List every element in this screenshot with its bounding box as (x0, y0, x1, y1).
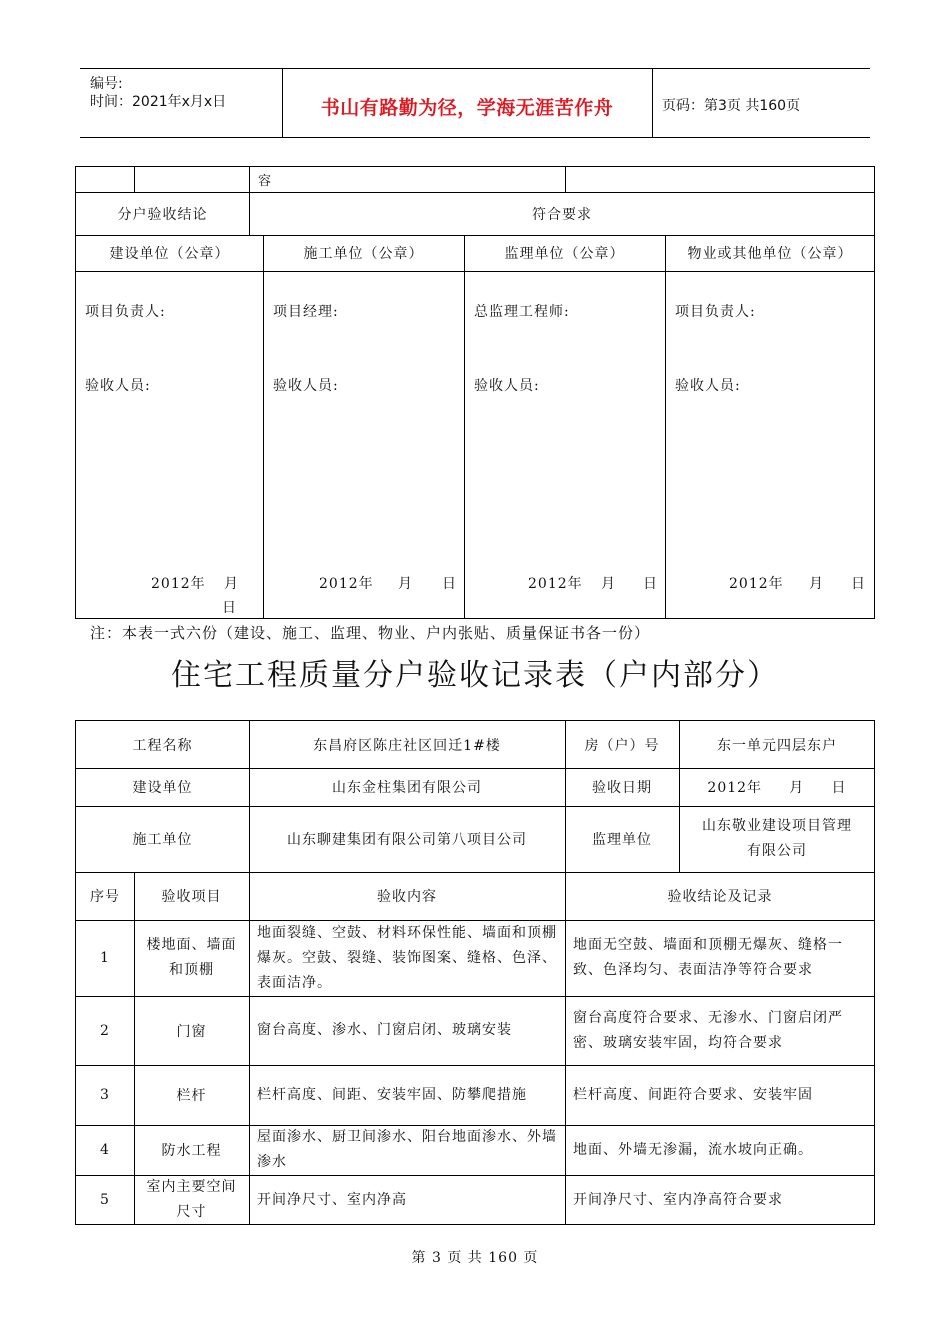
row-result: 开间净尺寸、室内净高符合要求 (573, 1191, 783, 1208)
row-content: 开间净尺寸、室内净高 (257, 1191, 407, 1208)
row-content: 栏杆高度、间距、安装牢固、防攀爬措施 (257, 1086, 527, 1103)
row-item: 楼地面、墙面和顶棚 (146, 937, 237, 978)
date-month: 月 (809, 576, 824, 592)
time-label: 时间：2021年x月x日 (90, 94, 227, 110)
project-name-label: 工程名称 (132, 737, 193, 754)
row-content: 屋面渗水、厨卫间渗水、阳台地面渗水、外墙渗水 (257, 1129, 557, 1170)
supervisor-label: 监理单位 (592, 832, 652, 848)
house-no-value: 东一单元四层东户 (717, 737, 837, 754)
signer-role: 项目负责人: (675, 304, 756, 320)
col-divider (134, 167, 135, 192)
row-result: 地面无空鼓、墙面和顶棚无爆灰、缝格一致、色泽均匀、表面洁净等符合要求 (573, 937, 843, 978)
row-result: 地面、外墙无渗漏，流水坡向正确。 (573, 1141, 813, 1158)
table-note: 注：本表一式六份（建设、施工、监理、物业、户内张贴、质量保证书各一份） (90, 624, 651, 642)
header-motto-cell (282, 69, 653, 137)
date-day: 日 (222, 600, 237, 616)
date-year: 2012年 (151, 576, 206, 592)
acceptor-label: 验收人员: (273, 378, 339, 394)
unit-name-contractor: 施工单位（公章） (303, 246, 424, 262)
row-item: 栏杆 (176, 1088, 207, 1104)
header-left-cell (80, 69, 283, 137)
date-day: 日 (442, 576, 457, 592)
date-day: 日 (643, 576, 658, 592)
conclusion-value: 符合要求 (532, 206, 592, 223)
page-number-label: 页码：第3页 共160页 (662, 98, 801, 114)
supervisor-value: 山东敬业建设项目管理有限公司 (702, 818, 852, 859)
row-no: 2 (100, 1022, 110, 1039)
motto-text: 书山有路勤为径，学海无涯苦作舟 (320, 97, 614, 119)
signature-table (75, 166, 875, 619)
date-month: 月 (601, 576, 616, 592)
builder-value: 山东金柱集团有限公司 (332, 780, 482, 796)
number-label: 编号: (90, 76, 123, 92)
date-year: 2012年 (528, 576, 583, 592)
top-cell-text: 容 (258, 174, 273, 189)
page-footer: 第 3 页 共 160 页 (411, 1250, 539, 1266)
row-content: 窗台高度、渗水、门窗启闭、玻璃安装 (257, 1022, 512, 1038)
col-header-item: 验收项目 (161, 889, 222, 905)
acceptor-label: 验收人员: (85, 378, 151, 394)
row-no: 3 (100, 1087, 110, 1103)
document-title: 住宅工程质量分户验收记录表（户内部分） (171, 658, 779, 693)
acceptor-label: 验收人员: (675, 378, 741, 394)
row-item: 室内主要空间尺寸 (146, 1179, 237, 1220)
col-divider (565, 167, 566, 192)
row-no: 4 (100, 1142, 110, 1158)
row-result: 栏杆高度、间距符合要求、安装牢固 (573, 1086, 813, 1103)
date-month: 月 (398, 576, 413, 592)
col-header-content: 验收内容 (377, 889, 437, 905)
date-value: 2012年 月 日 (707, 780, 847, 796)
unit-name-property: 物业或其他单位（公章） (687, 246, 853, 262)
conclusion-label: 分户验收结论 (117, 206, 208, 223)
contractor-label: 施工单位 (132, 832, 193, 848)
col-divider (263, 235, 264, 618)
col-header-no: 序号 (90, 889, 120, 905)
signer-role: 项目经理: (273, 304, 339, 320)
contractor-value: 山东聊建集团有限公司第八项目公司 (287, 832, 527, 848)
date-month: 月 (224, 576, 239, 592)
builder-label: 建设单位 (132, 780, 193, 796)
row-content: 地面裂缝、空鼓、材料环保性能、墙面和顶棚爆灰。空鼓、裂缝、装饰图案、缝格、色泽、表面洁净。 (257, 924, 557, 991)
signer-role: 总监理工程师: (474, 304, 570, 320)
row-result: 窗台高度符合要求、无渗水、门窗启闭严密、玻璃安装牢固，均符合要求 (573, 1009, 843, 1051)
row-item: 防水工程 (161, 1143, 222, 1159)
header-page-cell (652, 69, 870, 137)
unit-name-construction: 建设单位（公章） (109, 246, 230, 262)
signer-role: 项目负责人: (85, 304, 166, 320)
col-divider (665, 235, 666, 618)
record-table (75, 720, 875, 1225)
date-year: 2012年 (729, 576, 784, 592)
project-name-value: 东昌府区陈庄社区回迁1#楼 (313, 737, 501, 754)
date-year: 2012年 (319, 576, 374, 592)
col-header-result: 验收结论及记录 (667, 889, 773, 905)
col-divider (464, 235, 465, 618)
row-divider (76, 271, 874, 272)
unit-name-supervisor: 监理单位（公章） (504, 246, 625, 262)
page-header (80, 68, 870, 138)
date-day: 日 (851, 576, 866, 592)
row-no: 1 (100, 950, 110, 966)
house-no-label: 房（户）号 (584, 737, 660, 754)
acceptor-label: 验收人员: (474, 378, 540, 394)
date-label: 验收日期 (592, 780, 652, 796)
row-no: 5 (100, 1192, 110, 1208)
row-item: 门窗 (176, 1023, 207, 1040)
